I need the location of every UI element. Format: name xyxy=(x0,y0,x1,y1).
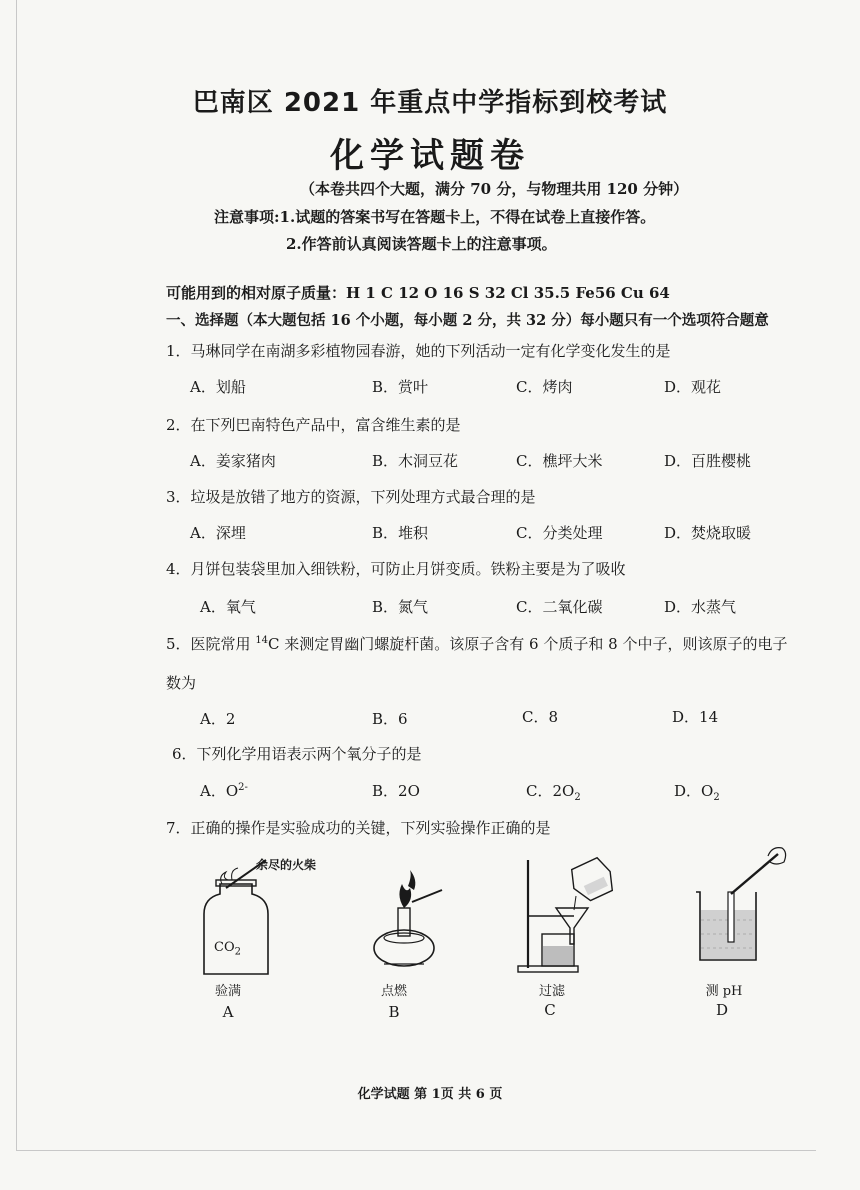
alcohol-lamp-figure xyxy=(368,868,448,978)
exam-note: （本卷共四个大题，满分 70 分，与物理共用 120 分钟） xyxy=(300,180,689,198)
exam-title: 巴南区 2021 年重点中学指标到校考试 xyxy=(192,88,668,118)
figure-b-caption: 点燃 xyxy=(380,984,407,999)
q3-option-a: A．深埋 xyxy=(190,524,246,542)
question-6: 6．下列化学用语表示两个氧分子的是 xyxy=(172,745,422,763)
filtration-figure xyxy=(516,852,626,978)
figure-c-letter: C xyxy=(544,1001,556,1019)
q6-option-a-text: A．O xyxy=(200,782,239,800)
q6-option-c-sub: 2 xyxy=(574,792,581,803)
q5-stem-b: C 来测定胃幽门螺旋杆菌。该原子含有 6 个质子和 8 个中子，则该原子的电子 xyxy=(268,635,788,653)
q6-option-c-text: C．2O xyxy=(526,782,575,800)
q6-option-a-charge: 2- xyxy=(238,782,248,793)
figure-c-caption: 过滤 xyxy=(538,984,565,999)
co2-sub: 2 xyxy=(234,946,241,958)
q3-option-c: C．分类处理 xyxy=(516,524,603,542)
notice-2: 2.作答前认真阅读答题卡上的注意事项。 xyxy=(286,235,557,253)
section-title: 一、选择题（本大题包括 16 个小题，每小题 2 分，共 32 分）每小题只有一个选项符合题意 xyxy=(166,312,769,329)
match-label: 余尽的火柴 xyxy=(256,858,317,872)
subject-title: 化学试题卷 xyxy=(330,136,530,176)
question-5-continued: 数为 xyxy=(166,674,197,692)
q5-option-b: B．6 xyxy=(372,710,408,728)
co2-text: CO xyxy=(214,940,235,955)
question-5 xyxy=(166,633,787,654)
atomic-masses: 可能用到的相对原子质量：H 1 C 12 O 16 S 32 Cl 35.5 Fe56 Cu 64 xyxy=(166,284,670,302)
q5-option-d: D．14 xyxy=(672,708,719,726)
q3-option-b: B．堆积 xyxy=(372,524,429,542)
co2-bottle-figure xyxy=(192,858,282,978)
q1-option-a: A．划船 xyxy=(190,378,246,396)
q6-option-a xyxy=(200,780,248,801)
q6-option-d xyxy=(674,780,720,803)
q2-option-d: D．百胜樱桃 xyxy=(664,452,752,470)
q6-option-d-text: D．O xyxy=(674,782,714,800)
q4-option-d: D．水蒸气 xyxy=(664,598,737,616)
question-7: 7．正确的操作是实验成功的关键，下列实验操作正确的是 xyxy=(166,819,551,837)
bottom-line xyxy=(16,1150,816,1151)
page-footer: 化学试题 第 1页 共 6 页 xyxy=(357,1087,503,1102)
q4-option-c: C．二氧化碳 xyxy=(516,598,603,616)
q3-option-d: D．焚烧取暖 xyxy=(664,524,752,542)
q1-option-b: B．赏叶 xyxy=(372,378,429,396)
figure-a-letter: A xyxy=(222,1003,234,1021)
q1-option-d: D．观花 xyxy=(664,378,722,396)
q4-option-b: B．氮气 xyxy=(372,598,429,616)
q5-isotope-mass: 14 xyxy=(255,635,269,646)
q4-option-a: A．氧气 xyxy=(200,598,256,616)
q5-stem-a: 5．医院常用 xyxy=(166,635,256,653)
question-3: 3．垃圾是放错了地方的资源，下列处理方式最合理的是 xyxy=(166,488,536,506)
q1-option-c: C．烤肉 xyxy=(516,378,573,396)
q6-option-d-sub: 2 xyxy=(713,792,720,803)
question-4: 4．月饼包装袋里加入细铁粉，可防止月饼变质。铁粉主要是为了吸收 xyxy=(166,560,626,578)
figure-d-caption: 测 pH xyxy=(705,984,743,999)
q6-option-c xyxy=(526,780,581,803)
q5-option-c: C．8 xyxy=(522,708,559,726)
q2-option-a: A．姜家猪肉 xyxy=(190,452,276,470)
ph-test-figure xyxy=(692,842,802,972)
question-2: 2．在下列巴南特色产品中，富含维生素的是 xyxy=(166,416,461,434)
q6-option-b: B．2O xyxy=(372,782,420,800)
q2-option-b: B．木洞豆花 xyxy=(372,452,459,470)
co2-label xyxy=(214,940,241,958)
notice-1: 注意事项:1.试题的答案书写在答题卡上，不得在试卷上直接作答。 xyxy=(214,208,656,226)
question-1: 1．马琳同学在南湖多彩植物园春游，她的下列活动一定有化学变化发生的是 xyxy=(166,342,671,360)
figure-a-caption: 验满 xyxy=(214,984,241,999)
figure-d-letter: D xyxy=(715,1001,729,1019)
q2-option-c: C．樵坪大米 xyxy=(516,452,603,470)
figure-b-letter: B xyxy=(388,1003,400,1021)
q5-option-a: A．2 xyxy=(200,710,236,728)
